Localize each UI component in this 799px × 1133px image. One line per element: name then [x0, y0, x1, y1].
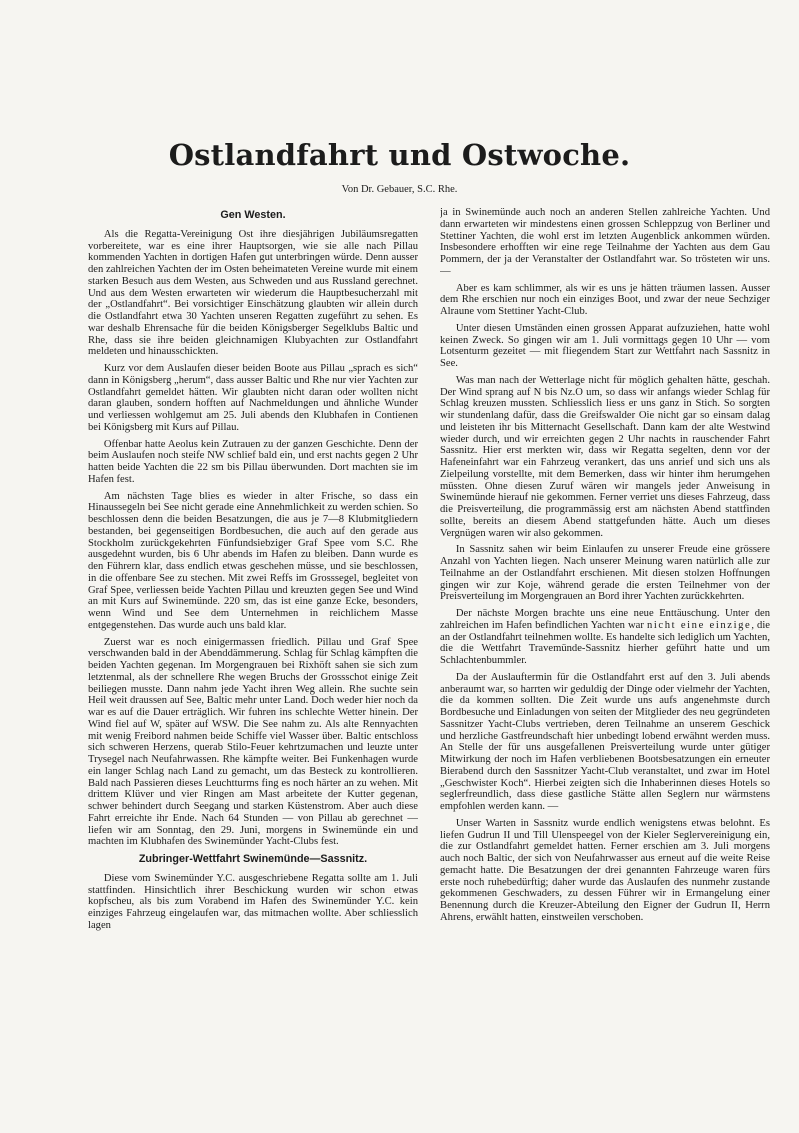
- paragraph: Offenbar hatte Aeolus kein Zutrauen zu der ganzen Geschichte. Denn der beim Auslaufen noch steife NW schlief bald ein, und erst nachts gegen 2 Uhr hatten beide Yachten die 22 sm bis Pillau überwunden. Dort machten sie im Hafen fest.: [88, 438, 418, 485]
- left-column: [88, 207, 418, 1082]
- paragraph: Am nächsten Tage blies es wieder in alter Frische, so dass ein Hinaussegeln bei See nicht gerade eine Annehmlichkeit zu werden schien. So beschlossen denn die beiden Besatzungen, die aus je 7—8 Klubmitgliedern bestanden, bei gegenseitigen Bordbesuchen, die auch auf den gerade aus Stockholm zurückgekehrten Fünfundsiebziger Graf Spee vom S.C. Rhe ausgedehnt wurden, bis 6 Uhr abends im Hafen zu bleiben. Dann wurde es den Führern klar, dass endlich etwas geschehen müsse, und sie beschlossen, in die offenbare See zu stechen. Mit zwei Reffs im Grosssegel, begleitet von Graf Spee, verliessen beide Yachten Pillau und kreuzten gegen See und Wind an mit Kurs auf Swinemünde. 220 sm, das ist eine ganze Ecke, besonders, wenn Wind und See dem Unternehmen in reichlichem Masse entgegenstehen. Das wurde auch uns bald klar.: [88, 490, 418, 631]
- paragraph: Unser Warten in Sassnitz wurde endlich wenigstens etwas belohnt. Es liefen Gudrun II und Till Ulenspeegel von der Kieler Seglervereinigung ein, die zur Ostlandfahrt gemeldet hatten. Ferner erschien am 3. Juli morgens auch noch Baltic, der sich von Neufahrwasser aus erneut auf die weite Reise gemacht hatte. Die Besatzungen der drei genannten Fahrzeuge waren fürs erste noch ruhebedürftig; daher wurde das Auslaufen des nunmehr zustande gekommenen Geschwaders, zu dessen Führer wir in Ermangelung einer Benennung durch die Kreuzer-Abteilung den Eigner der Gudrun II, Herrn Ahrens, erwählt hatten, einstweilen verschoben.: [440, 817, 770, 923]
- paragraph: [440, 608, 770, 667]
- article-title: Ostlandfahrt und Ostwoche.: [168, 138, 631, 172]
- article-byline: Von Dr. Gebauer, S.C. Rhe.: [341, 184, 458, 195]
- paragraph: Kurz vor dem Auslaufen dieser beiden Boote aus Pillau „sprach es sich“ dann in Königsberg „herum“, dass ausser Baltic und Rhe nur vier Yachten zur Ostlandfahrt gemeldet hätten. Wir glaubten nicht daran oder wollten nicht daran glauben, sondern hofften auf Nachmeldungen und ähnliche Wunder und verliessen wohlgemut am 25. Juli abends den Klubhafen in Contienen bei Königsberg mit Kurs auf Pillau.: [88, 363, 418, 433]
- paragraph: Diese vom Swinemünder Y.C. ausgeschriebene Regatta sollte am 1. Juli stattfinden. Hinsichtlich ihrer Beschickung wurden wir schon etwas kopfscheu, als bis zum Vorabend im Hafen des Swinemünder Y.C. kein einziges Fahrzeug eingelaufen war, das mitmachen wollte. Aber schliesslich lagen: [88, 872, 418, 931]
- right-column: [440, 207, 770, 1082]
- paragraph: Zuerst war es noch einigermassen friedlich. Pillau und Graf Spee verschwanden bald in der Abenddämmerung. Schlag für Schlag kämpften die beiden Yachten gegenan. Im Morgengrauen bei Rixhöft sahen sie sich zum letztenmal, als der schnellere Rhe wegen Bruchs der Grossschot einige Zeit beiliegen musste. Dann nahm jede Yacht ihren Weg allein. Rhe suchte sein Heil weit draussen auf See, Baltic mehr unter Land. Doch weder hier noch da war es auf die Dauer erträglich. Wir fuhren ins schlechte Wetter hinein. Der Wind fiel auf W, später auf WSW. Die See nahm zu. Als alte Rennyachten mit wenig Freibord nahmen beide Schiffe viel Wasser über. Baltic entschloss sich schweren Herzens, querab Stilo-Feuer kehrtzumachen und leuzte unter Trysegel nach Neufahrwassen. Rhe kämpfte weiter. Bei Funkenhagen wurde ein langer Schlag nach Land zu gemacht, um das Besteck zu kontrollieren. Bald nach Passieren dieses Leuchtturms fing es noch härter an zu wehen. Mit drittem Klüver und vier Ringen am Mast arbeitete der Kutter gegenan, schwer behindert durch Seegang und starken Küstenstrom. Aber auch diese Fahrt erreichte ihr Ende. Nach 64 Stunden — von Pillau ab gerechnet — liefen wir am Sonntag, den 29. Juni, morgens in Swinemünde ein und machten im Klubhafen des Swinemünder Yacht-Clubs fest.: [88, 636, 418, 848]
- paragraph: Was man nach der Wetterlage nicht für möglich gehalten hätte, geschah. Der Wind sprang auf N bis Nz.O um, so dass wir anfangs wieder Schlag für Schlag kreuzen mussten. Schliesslich liess er uns ganz in Stich. So sorgten wir stundenlang dafür, dass die Greifswalder Oie nicht gar so einsam dalag und leisteten ihr bis Mitternacht Gesellschaft. Dann kam der alte Westwind wieder durch, und wir erreichten gegen 2 Uhr nachts in rauschender Fahrt Sassnitz. Hier erst merkten wir, dass wir Regatta segelten, denn vor der Hafeneinfahrt war ein Fahrzeug verankert, das uns anrief und sich uns als Zielpeilung vorstellte, mit dem Bemerken, dass wir hinter ihm herumgehen müssten. Ohne diesen Zuruf wären wir mangels jeder Anweisung in Swinemünde hierauf nie gekommen. Ferner verriet uns dieses Fahrzeug, dass die Preisverteilung, die programmässig erst am nächsten Abend stattfinden sollte, bereits an diesem Abend stattgefunden hätte. Auch um dieses Vergnügen waren wir also gekommen.: [440, 374, 770, 539]
- paragraph-text: , die an der Ostlandfahrt teilnehmen wollte. Es handelte sich lediglich um Yachten, die die Wettfahrt Travemünde-Sassnitz hierher geführt hatte und um Schlachtenbummler.: [440, 619, 770, 666]
- paragraph: Unter diesen Umständen einen grossen Apparat aufzuziehen, hatte wohl keinen Zweck. So gingen wir am 1. Juli vormittags gegen 10 Uhr — vom Lotsenturm gezeitet — mit fliegendem Start zur Wettfahrt nach Sassnitz in See.: [440, 322, 770, 369]
- paragraph: Aber es kam schlimmer, als wir es uns je hätten träumen lassen. Ausser dem Rhe erschien nur noch ein einziges Boot, und zwar der neue Sechziger Alraune vom Stettiner Yacht-Club.: [440, 282, 770, 317]
- emphasized-text: nicht eine einzige: [646, 619, 752, 631]
- paragraph-text: Der nächste Morgen brachte uns eine neue Enttäuschung. Unter den zahlreichen im Hafen befindlichen Yachten war: [440, 608, 770, 631]
- paragraph: In Sassnitz sahen wir beim Einlaufen zu unserer Freude eine grössere Anzahl von Yachten liegen. Nach unserer Meinung waren natürlich alle zur Teilnahme an der Ostlandfahrt erschienen. Mit diesen stolzen Hoffnungen gingen wir zur Koje, während gerade die ersten Teilnehmer von der Preisverteilung im Morgengrauen an Bord ihrer Yachten zurückkehrten.: [440, 544, 770, 603]
- paragraph: Da der Auslauftermin für die Ostlandfahrt erst auf den 3. Juli abends anberaumt war, so harrten wir geduldig der Dinge oder vielmehr der Yachten, die da kommen sollten. Die Zeit wurde uns aufs angenehmste durch Bordbesuche und Einladungen von seiten der Mitglieder des neu gegründeten Sassnitzer Yacht-Clubs vertrieben, deren Teilnahme an unserem Geschick und herzliche Gastfreundschaft hier unbedingt lobend erwähnt werden muss. An Stelle der für uns ausgefallenen Preisverteilung wurde unter gütiger Mitwirkung der noch im Hafen verbliebenen Bootsbesatzungen ein erneuter Bierabend durch den Sassnitzer Yacht-Club veranstaltet, und zwar im Hotel „Geschwister Koch“. Hierbei zeigten sich die Inhaberinnen dieses Hotels so seglerfreundlich, dass diese gastliche Stätte allen Seglern nur wärmstens empfohlen werden kann. —: [440, 671, 770, 812]
- section-heading-zubringer: Zubringer-Wettfahrt Swinemünde—Sassnitz.: [138, 853, 368, 865]
- paragraph: Als die Regatta-Vereinigung Ost ihre diesjährigen Jubiläumsregatten vorbereitete, war es eine ihrer Hauptsorgen, wie sie alle nach Pillau kommenden Yachten in dortigen Hafen gut unterbringen würde. Denn ausser den zahlreichen Yachten der im Osten beheimateten Vereine wurde mit einem starken Besuch aus dem Westen, aus Schweden und aus Russland gerechnet. Und aus dem Westen erwarteten wir wiederum die Hauptbesucherzahl mit der „Ostlandfahrt“. Bei vorsichtiger Einschätzung glaubten wir allein durch die Ostlandfahrt etwa 30 Yachten unseren Regatten zugeführt zu sehen. Es war deshalb Ehrensache für die beiden Königsberger Segelklubs Baltic und Rhe, dass sie ihre beiden gleichnamigen Klubyachten zur Ostlandfahrt meldeten und hinausschickten.: [88, 228, 418, 358]
- paragraph: ja in Swinemünde auch noch an anderen Stellen zahlreiche Yachten. Und dann erwarteten wir mindestens einen grossen Schleppzug von Berliner und Stettiner Yachten, die wohl erst im letzten Augenblick ankommen würden. Insbesondere erhofften wir eine rege Teilnahme der Yachten aus dem Gau Pommern, der ja der Veranstalter der Ostlandfahrt war. So trösteten wir uns. —: [440, 207, 770, 277]
- section-heading-gen-westen: Gen Westen.: [220, 209, 286, 221]
